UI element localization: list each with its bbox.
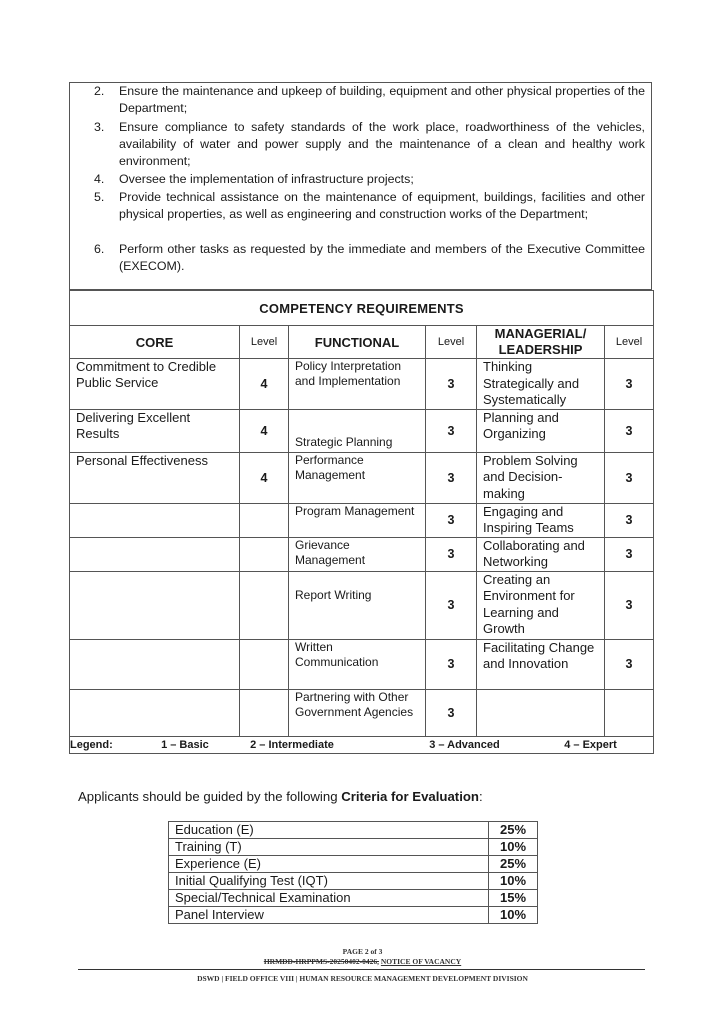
core-competency: Delivering Excellent Results xyxy=(76,409,191,441)
legend-advanced: 3 – Advanced xyxy=(429,738,500,751)
duty-text: Provide technical assistance on the maintenance of equipment, buildings, facilities and other physical properties, as well as engineering and construction works of the Department; xyxy=(119,190,645,221)
document-reference xyxy=(0,957,725,966)
functional-competency: Report Writing xyxy=(295,587,372,602)
criteria-intro-colon: : xyxy=(478,789,483,804)
competency-header-row xyxy=(70,326,654,359)
managerial-competency: Facilitating Change and Innovation xyxy=(483,639,595,671)
criteria-table xyxy=(168,821,538,924)
functional-header: FUNCTIONAL xyxy=(289,326,426,359)
duty-number: 3. xyxy=(94,120,105,134)
managerial-competency: Creating an Environment for Learning and Growth xyxy=(483,571,575,636)
duties-box xyxy=(69,82,652,290)
managerial-level: 3 xyxy=(605,409,654,452)
reference-code: HRMDD-HRPPMS-20250402-0426, xyxy=(263,957,380,966)
duty-text: Oversee the implementation of infrastructure projects; xyxy=(119,172,414,186)
duty-number: 2. xyxy=(94,84,105,98)
managerial-level: 3 xyxy=(605,639,654,689)
functional-level: 3 xyxy=(426,537,477,571)
criteria-label: Experience (E) xyxy=(169,856,489,873)
functional-competency: Grievance Management xyxy=(295,537,366,567)
core-competency: Commitment to Credible Public Service xyxy=(76,359,217,390)
office-footer: DSWD | FIELD OFFICE VIII | HUMAN RESOURCE MANAGEMENT DEVELOPMENT DIVISION xyxy=(197,974,528,983)
competency-title: COMPETENCY REQUIREMENTS xyxy=(70,291,654,326)
core-level xyxy=(240,503,289,537)
functional-level: 3 xyxy=(426,409,477,452)
core-header: CORE xyxy=(70,326,240,359)
functional-level: 3 xyxy=(426,503,477,537)
criteria-percent: 10% xyxy=(489,907,538,924)
core-level xyxy=(240,571,289,639)
table-row xyxy=(169,890,538,907)
table-row xyxy=(70,639,654,689)
functional-competency: Program Management xyxy=(295,503,415,518)
criteria-label: Special/Technical Examination xyxy=(169,890,489,907)
managerial-competency: Thinking Strategically and Systematically xyxy=(483,359,580,407)
criteria-percent: 25% xyxy=(489,822,538,839)
functional-level: 3 xyxy=(426,452,477,503)
core-level xyxy=(240,639,289,689)
core-level xyxy=(240,537,289,571)
functional-level: 3 xyxy=(426,359,477,410)
core-level: 4 xyxy=(240,359,289,410)
criteria-intro-text: Applicants should be guided by the following xyxy=(78,789,342,804)
managerial-level: 3 xyxy=(605,537,654,571)
functional-competency: Partnering with Other Government Agencies xyxy=(295,689,414,719)
functional-level: 3 xyxy=(426,571,477,639)
legend-label: Legend: xyxy=(70,738,113,751)
managerial-competency: Collaborating and Networking xyxy=(483,537,585,569)
table-row xyxy=(169,907,538,924)
duty-text: Ensure compliance to safety standards of the work place, roadworthiness of the vehicles, availability of water and power supply and the maintenance of a clean and healthy work environment; xyxy=(119,120,645,168)
duty-text: Perform other tasks as requested by the immediate and members of the Executive Committee (EXECOM). xyxy=(119,242,645,273)
managerial-level: 3 xyxy=(605,503,654,537)
managerial-competency: Planning and Organizing xyxy=(483,409,559,441)
table-row xyxy=(70,571,654,639)
table-row xyxy=(169,873,538,890)
functional-competency: Strategic Planning xyxy=(295,434,393,449)
managerial-level: 3 xyxy=(605,359,654,410)
criteria-intro xyxy=(78,789,483,804)
managerial-level: 3 xyxy=(605,571,654,639)
legend-basic: 1 – Basic xyxy=(161,738,209,751)
criteria-percent: 10% xyxy=(489,839,538,856)
legend-intermediate: 2 – Intermediate xyxy=(250,738,334,751)
table-row xyxy=(70,452,654,503)
duty-number: 4. xyxy=(94,172,105,186)
managerial-header: MANAGERIAL/ LEADERSHIP xyxy=(477,326,605,359)
functional-level: 3 xyxy=(426,639,477,689)
level-header: Level xyxy=(240,326,289,359)
functional-competency: Written Communication xyxy=(295,639,379,669)
legend-expert: 4 – Expert xyxy=(564,738,617,751)
page-number: PAGE 2 of 3 xyxy=(342,947,383,956)
functional-competency: Policy Interpretation and Implementation xyxy=(295,359,402,388)
managerial-competency: Engaging and Inspiring Teams xyxy=(483,503,574,535)
duty-number: 6. xyxy=(94,242,105,256)
table-row xyxy=(70,503,654,537)
criteria-label: Panel Interview xyxy=(169,907,489,924)
level-header: Level xyxy=(426,326,477,359)
competency-table xyxy=(69,290,654,754)
core-level: 4 xyxy=(240,409,289,452)
table-row xyxy=(70,359,654,410)
core-level xyxy=(240,689,289,736)
functional-level: 3 xyxy=(426,689,477,736)
core-level: 4 xyxy=(240,452,289,503)
table-row xyxy=(169,839,538,856)
table-row xyxy=(169,856,538,873)
duty-text: Ensure the maintenance and upkeep of building, equipment and other physical properties of the Department; xyxy=(119,84,645,115)
table-row xyxy=(70,537,654,571)
criteria-label: Initial Qualifying Test (IQT) xyxy=(169,873,489,890)
table-row xyxy=(70,409,654,452)
criteria-percent: 10% xyxy=(489,873,538,890)
criteria-percent: 25% xyxy=(489,856,538,873)
duty-number: 5. xyxy=(94,190,105,204)
criteria-intro-bold: Criteria for Evaluation xyxy=(341,789,479,804)
core-competency: Personal Effectiveness xyxy=(76,452,208,468)
table-row xyxy=(70,689,654,736)
table-row xyxy=(169,822,538,839)
criteria-label: Education (E) xyxy=(169,822,489,839)
functional-competency: Performance Management xyxy=(295,452,366,482)
criteria-label: Training (T) xyxy=(169,839,489,856)
level-header: Level xyxy=(605,326,654,359)
footer-divider xyxy=(78,969,645,970)
managerial-level xyxy=(605,689,654,736)
legend-row xyxy=(70,736,654,753)
managerial-level: 3 xyxy=(605,452,654,503)
notice-title: NOTICE OF VACANCY xyxy=(380,957,462,966)
managerial-competency: Problem Solving and Decision-making xyxy=(483,452,578,501)
criteria-percent: 15% xyxy=(489,890,538,907)
